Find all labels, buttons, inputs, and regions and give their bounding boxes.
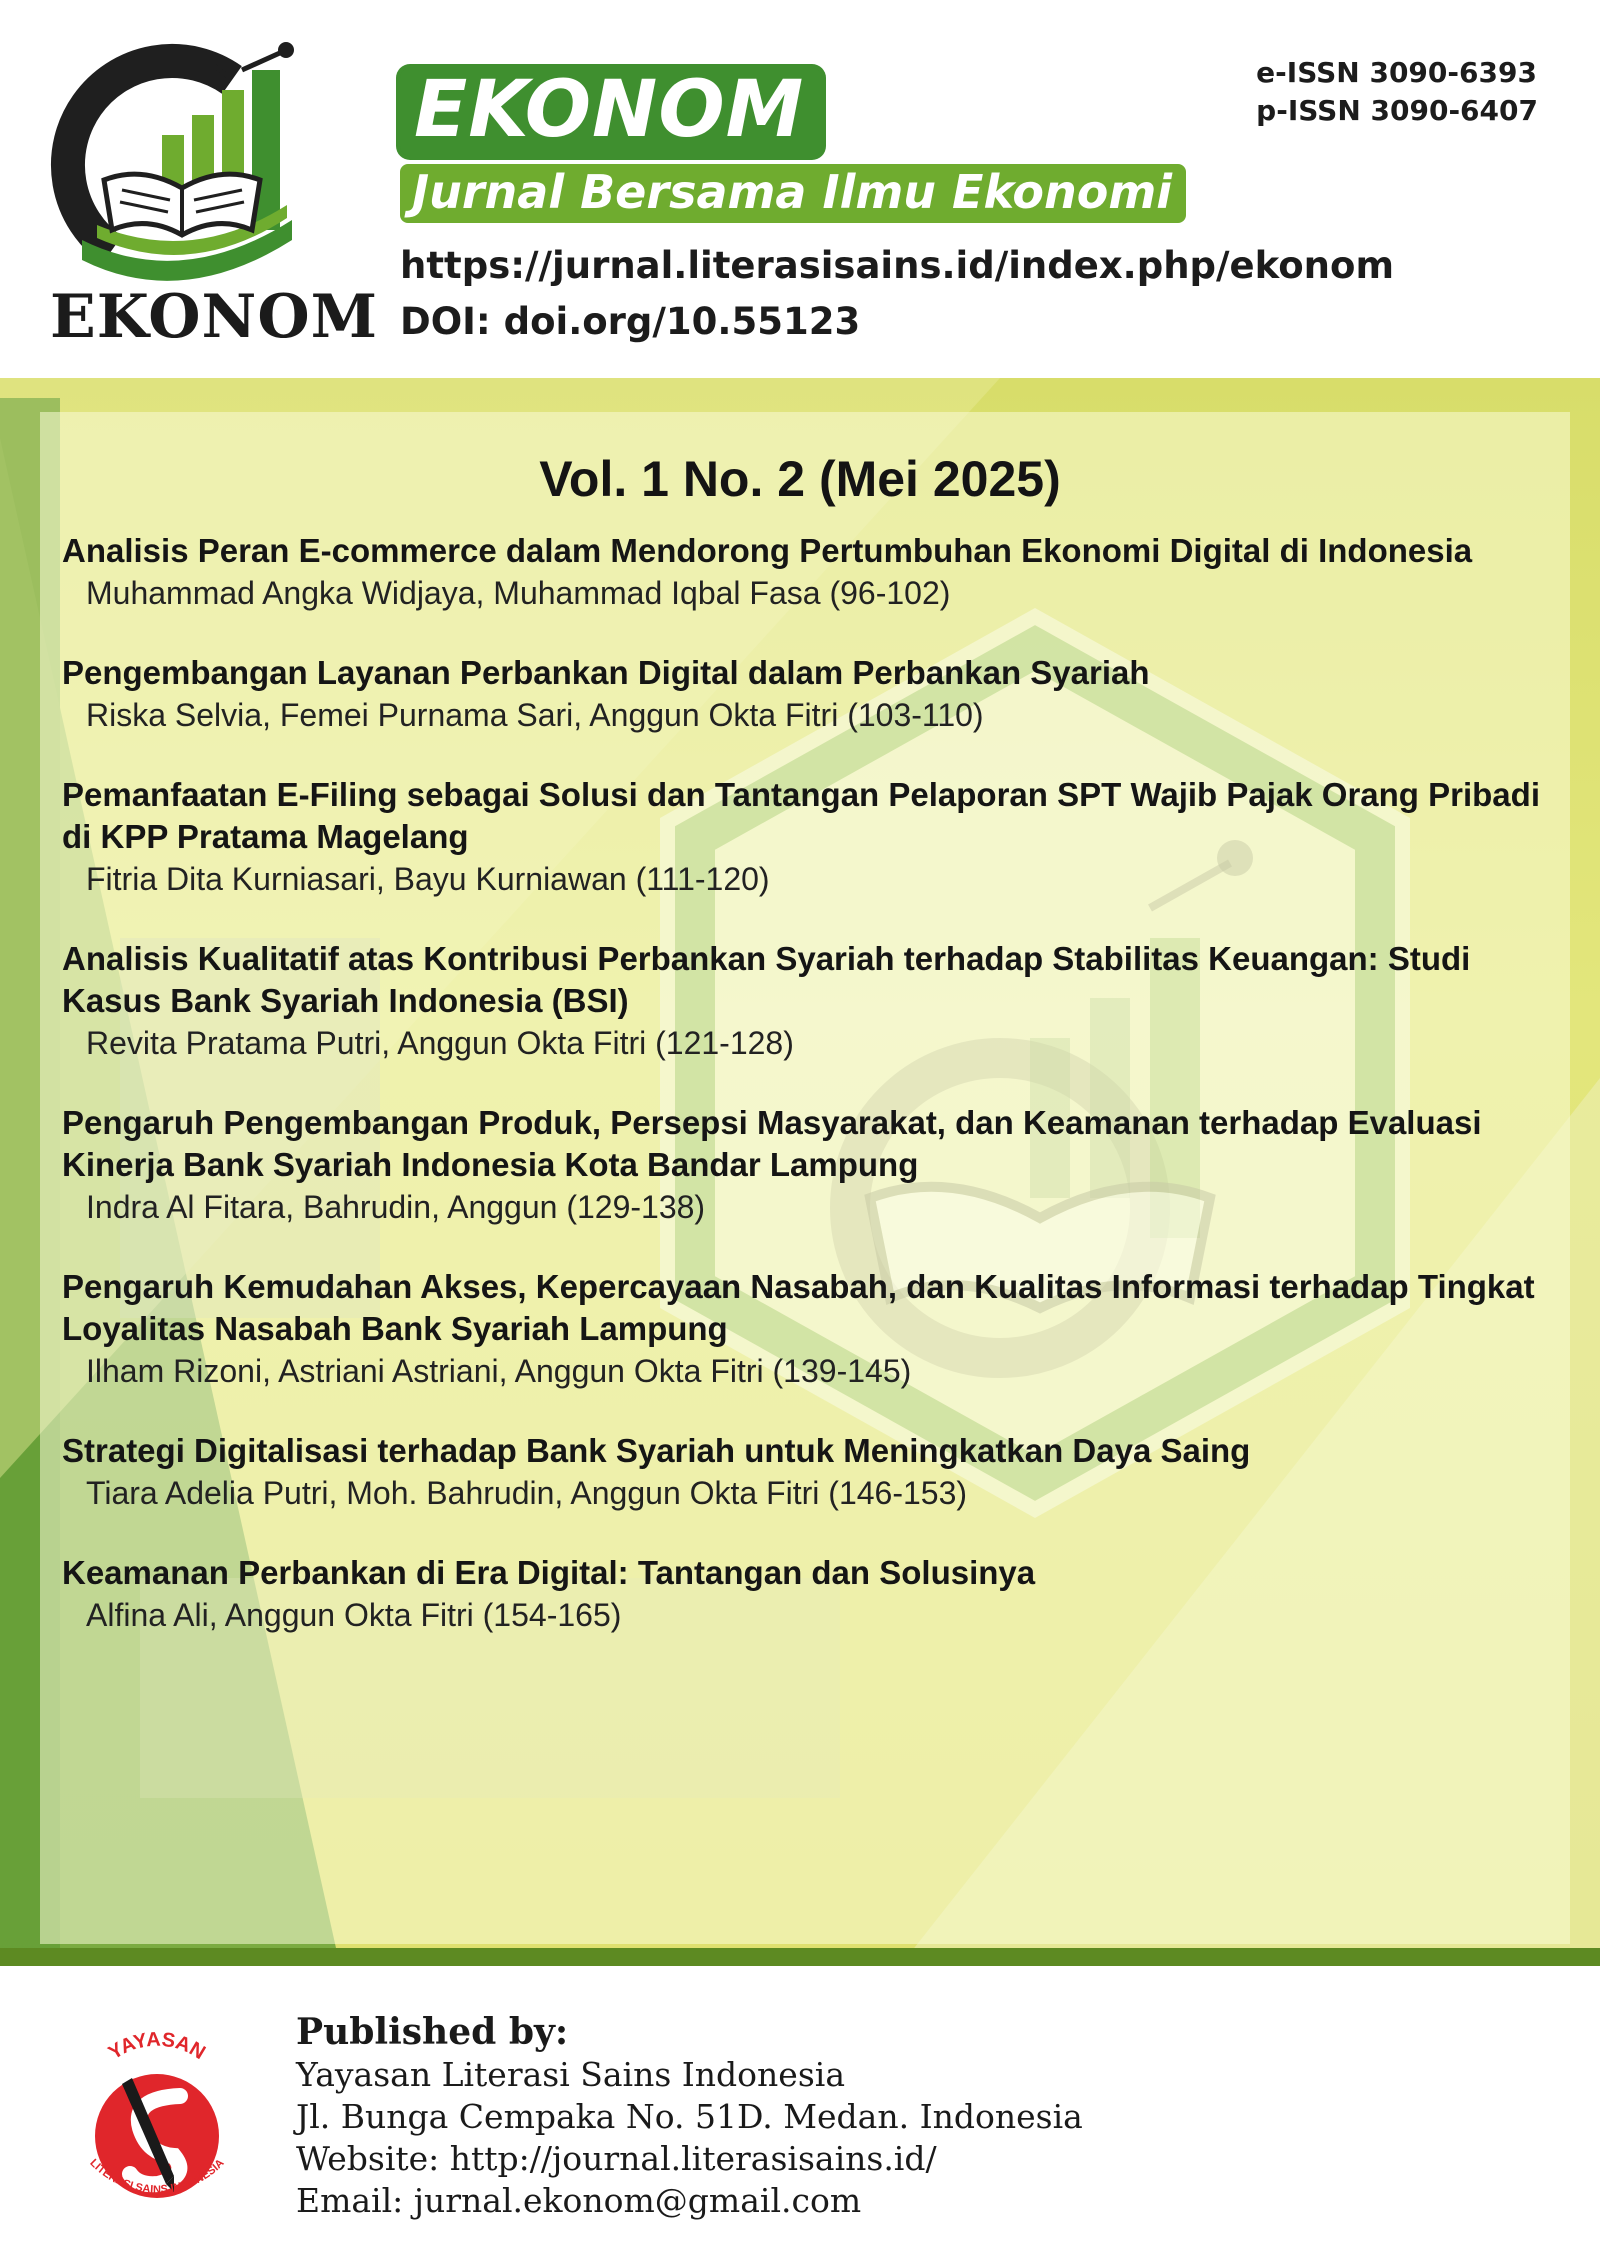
list-item[interactable]: [62, 1552, 1562, 1636]
article-title[interactable]: Pengaruh Kemudahan Akses, Kepercayaan Nasabah, dan Kualitas Informasi terhadap Tingkat Loyalitas Nasabah Bank Syariah Lampung: [62, 1268, 1535, 1347]
published-by-label: Published by:: [296, 2011, 569, 2053]
publisher-logo-top-text: YAYASAN: [104, 2028, 210, 2065]
list-item[interactable]: [62, 652, 1562, 736]
article-authors: Riska Selvia, Femei Purnama Sari, Anggun Okta Fitri (103-110): [86, 697, 984, 733]
list-item[interactable]: [62, 774, 1562, 900]
issn-block: [1256, 54, 1538, 130]
publisher-email[interactable]: Email: jurnal.ekonom@gmail.com: [296, 2181, 862, 2220]
p-issn: p-ISSN 3090-6407: [1256, 93, 1538, 127]
table-of-contents: [62, 530, 1562, 1674]
article-authors: Ilham Rizoni, Astriani Astriani, Anggun Okta Fitri (139-145): [86, 1353, 912, 1389]
journal-name: EKONOM: [400, 68, 822, 156]
article-authors: Revita Pratama Putri, Anggun Okta Fitri (121-128): [86, 1025, 794, 1061]
article-title[interactable]: Pemanfaatan E-Filing sebagai Solusi dan Tantangan Pelaporan SPT Wajib Pajak Orang Pribadi di KPP Pratama Magelang: [62, 776, 1540, 855]
publisher-info: [296, 2010, 1083, 2222]
article-authors: Indra Al Fitara, Bahrudin, Anggun (129-138): [86, 1189, 706, 1225]
article-title[interactable]: Strategi Digitalisasi terhadap Bank Syariah untuk Meningkatkan Daya Saing: [62, 1432, 1251, 1469]
journal-subtitle: Jurnal Bersama Ilmu Ekonomi: [400, 164, 1186, 223]
publisher-name: Yayasan Literasi Sains Indonesia: [296, 2055, 845, 2094]
list-item[interactable]: [62, 530, 1562, 614]
svg-text:YAYASAN: [105, 2029, 209, 2065]
logo-wordmark: EKONOM: [50, 282, 379, 352]
cover-header: [0, 0, 1600, 378]
publisher-website[interactable]: Website: http://journal.literasisains.id/: [296, 2139, 937, 2178]
journal-url[interactable]: https://jurnal.literasisains.id/index.php/ekonom: [400, 244, 1394, 287]
article-title[interactable]: Pengembangan Layanan Perbankan Digital dalam Perbankan Syariah: [62, 654, 1150, 691]
article-title[interactable]: Keamanan Perbankan di Era Digital: Tantangan dan Solusinya: [62, 1554, 1036, 1591]
list-item[interactable]: [62, 938, 1562, 1064]
article-title[interactable]: Analisis Peran E-commerce dalam Mendorong Pertumbuhan Ekonomi Digital di Indonesia: [62, 532, 1473, 569]
publisher-logo-bottom-text: LITERASI SAINS INDONESIA: [87, 2157, 227, 2196]
cover-footer: [0, 1966, 1600, 2263]
publisher-address: Jl. Bunga Cempaka No. 51D. Medan. Indonesia: [296, 2097, 1083, 2136]
article-authors: Fitria Dita Kurniasari, Bayu Kurniawan (111-120): [86, 861, 770, 897]
e-issn: e-ISSN 3090-6393: [1256, 56, 1537, 89]
article-authors: Muhammad Angka Widjaya, Muhammad Iqbal Fasa (96-102): [86, 575, 951, 611]
article-authors: Tiara Adelia Putri, Moh. Bahrudin, Anggun Okta Fitri (146-153): [86, 1475, 968, 1511]
journal-doi: DOI: doi.org/10.55123: [400, 300, 861, 343]
article-authors: Alfina Ali, Anggun Okta Fitri (154-165): [86, 1597, 622, 1633]
yayasan-logo-icon: [62, 2006, 252, 2216]
list-item[interactable]: [62, 1102, 1562, 1228]
article-title[interactable]: Pengaruh Pengembangan Produk, Persepsi Masyarakat, dan Keamanan terhadap Evaluasi Kinerja Bank Syariah Indonesia Kota Bandar Lampung: [62, 1104, 1482, 1183]
list-item[interactable]: [62, 1266, 1562, 1392]
article-title[interactable]: Analisis Kualitatif atas Kontribusi Perbankan Syariah terhadap Stabilitas Keuangan: Studi Kasus Bank Syariah Indonesia (BSI): [62, 940, 1471, 1019]
list-item[interactable]: [62, 1430, 1562, 1514]
volume-title: Vol. 1 No. 2 (Mei 2025): [539, 451, 1061, 507]
